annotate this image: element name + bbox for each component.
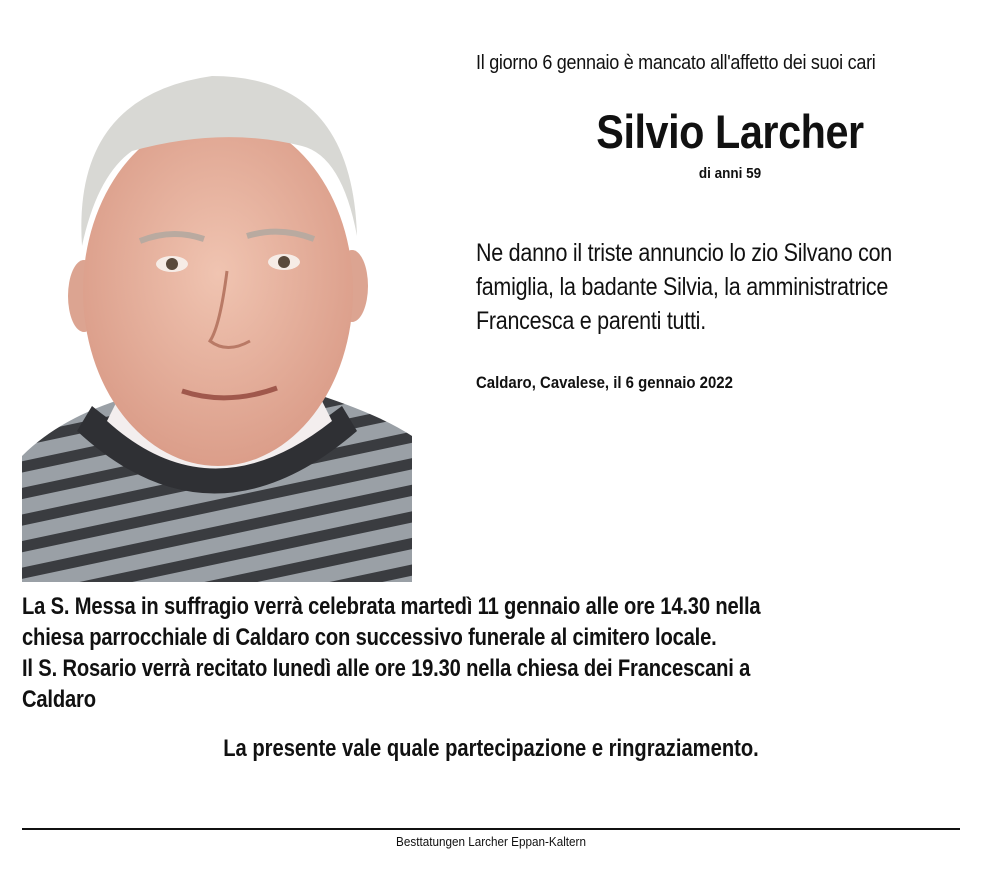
announcement-line: famiglia, la badante Silvia, la amministratrice <box>476 273 889 301</box>
deceased-age: di anni 59 <box>698 165 762 182</box>
funeral-line: chiesa parrocchiale di Caldaro con successivo funerale al cimitero locale. <box>22 624 717 651</box>
portrait-photo <box>22 36 412 582</box>
funeral-line: Caldaro <box>22 686 96 713</box>
place-date: Caldaro, Cavalese, il 6 gennaio 2022 <box>476 373 733 392</box>
portrait-illustration <box>22 36 412 582</box>
announcement-line: Ne danno il triste annuncio lo zio Silvano con <box>476 239 893 267</box>
announcement <box>476 236 932 338</box>
footer-divider <box>22 828 960 830</box>
intro-text: Il giorno 6 gennaio è mancato all'affetto dei suoi cari <box>476 52 876 74</box>
thanks-text: La presente vale quale partecipazione e ringraziamento. <box>223 735 759 762</box>
funeral-line: La S. Messa in suffragio verrà celebrata martedì 11 gennaio alle ore 14.30 nella <box>22 593 761 620</box>
deceased-name: Silvio Larcher <box>596 105 864 158</box>
funeral-line: Il S. Rosario verrà recitato lunedì alle ore 19.30 nella chiesa dei Francescani a <box>22 655 751 682</box>
footer-text: Besttatungen Larcher Eppan-Kaltern <box>396 834 586 849</box>
announcement-line: Francesca e parenti tutti. <box>476 307 706 335</box>
funeral-details <box>22 591 946 715</box>
